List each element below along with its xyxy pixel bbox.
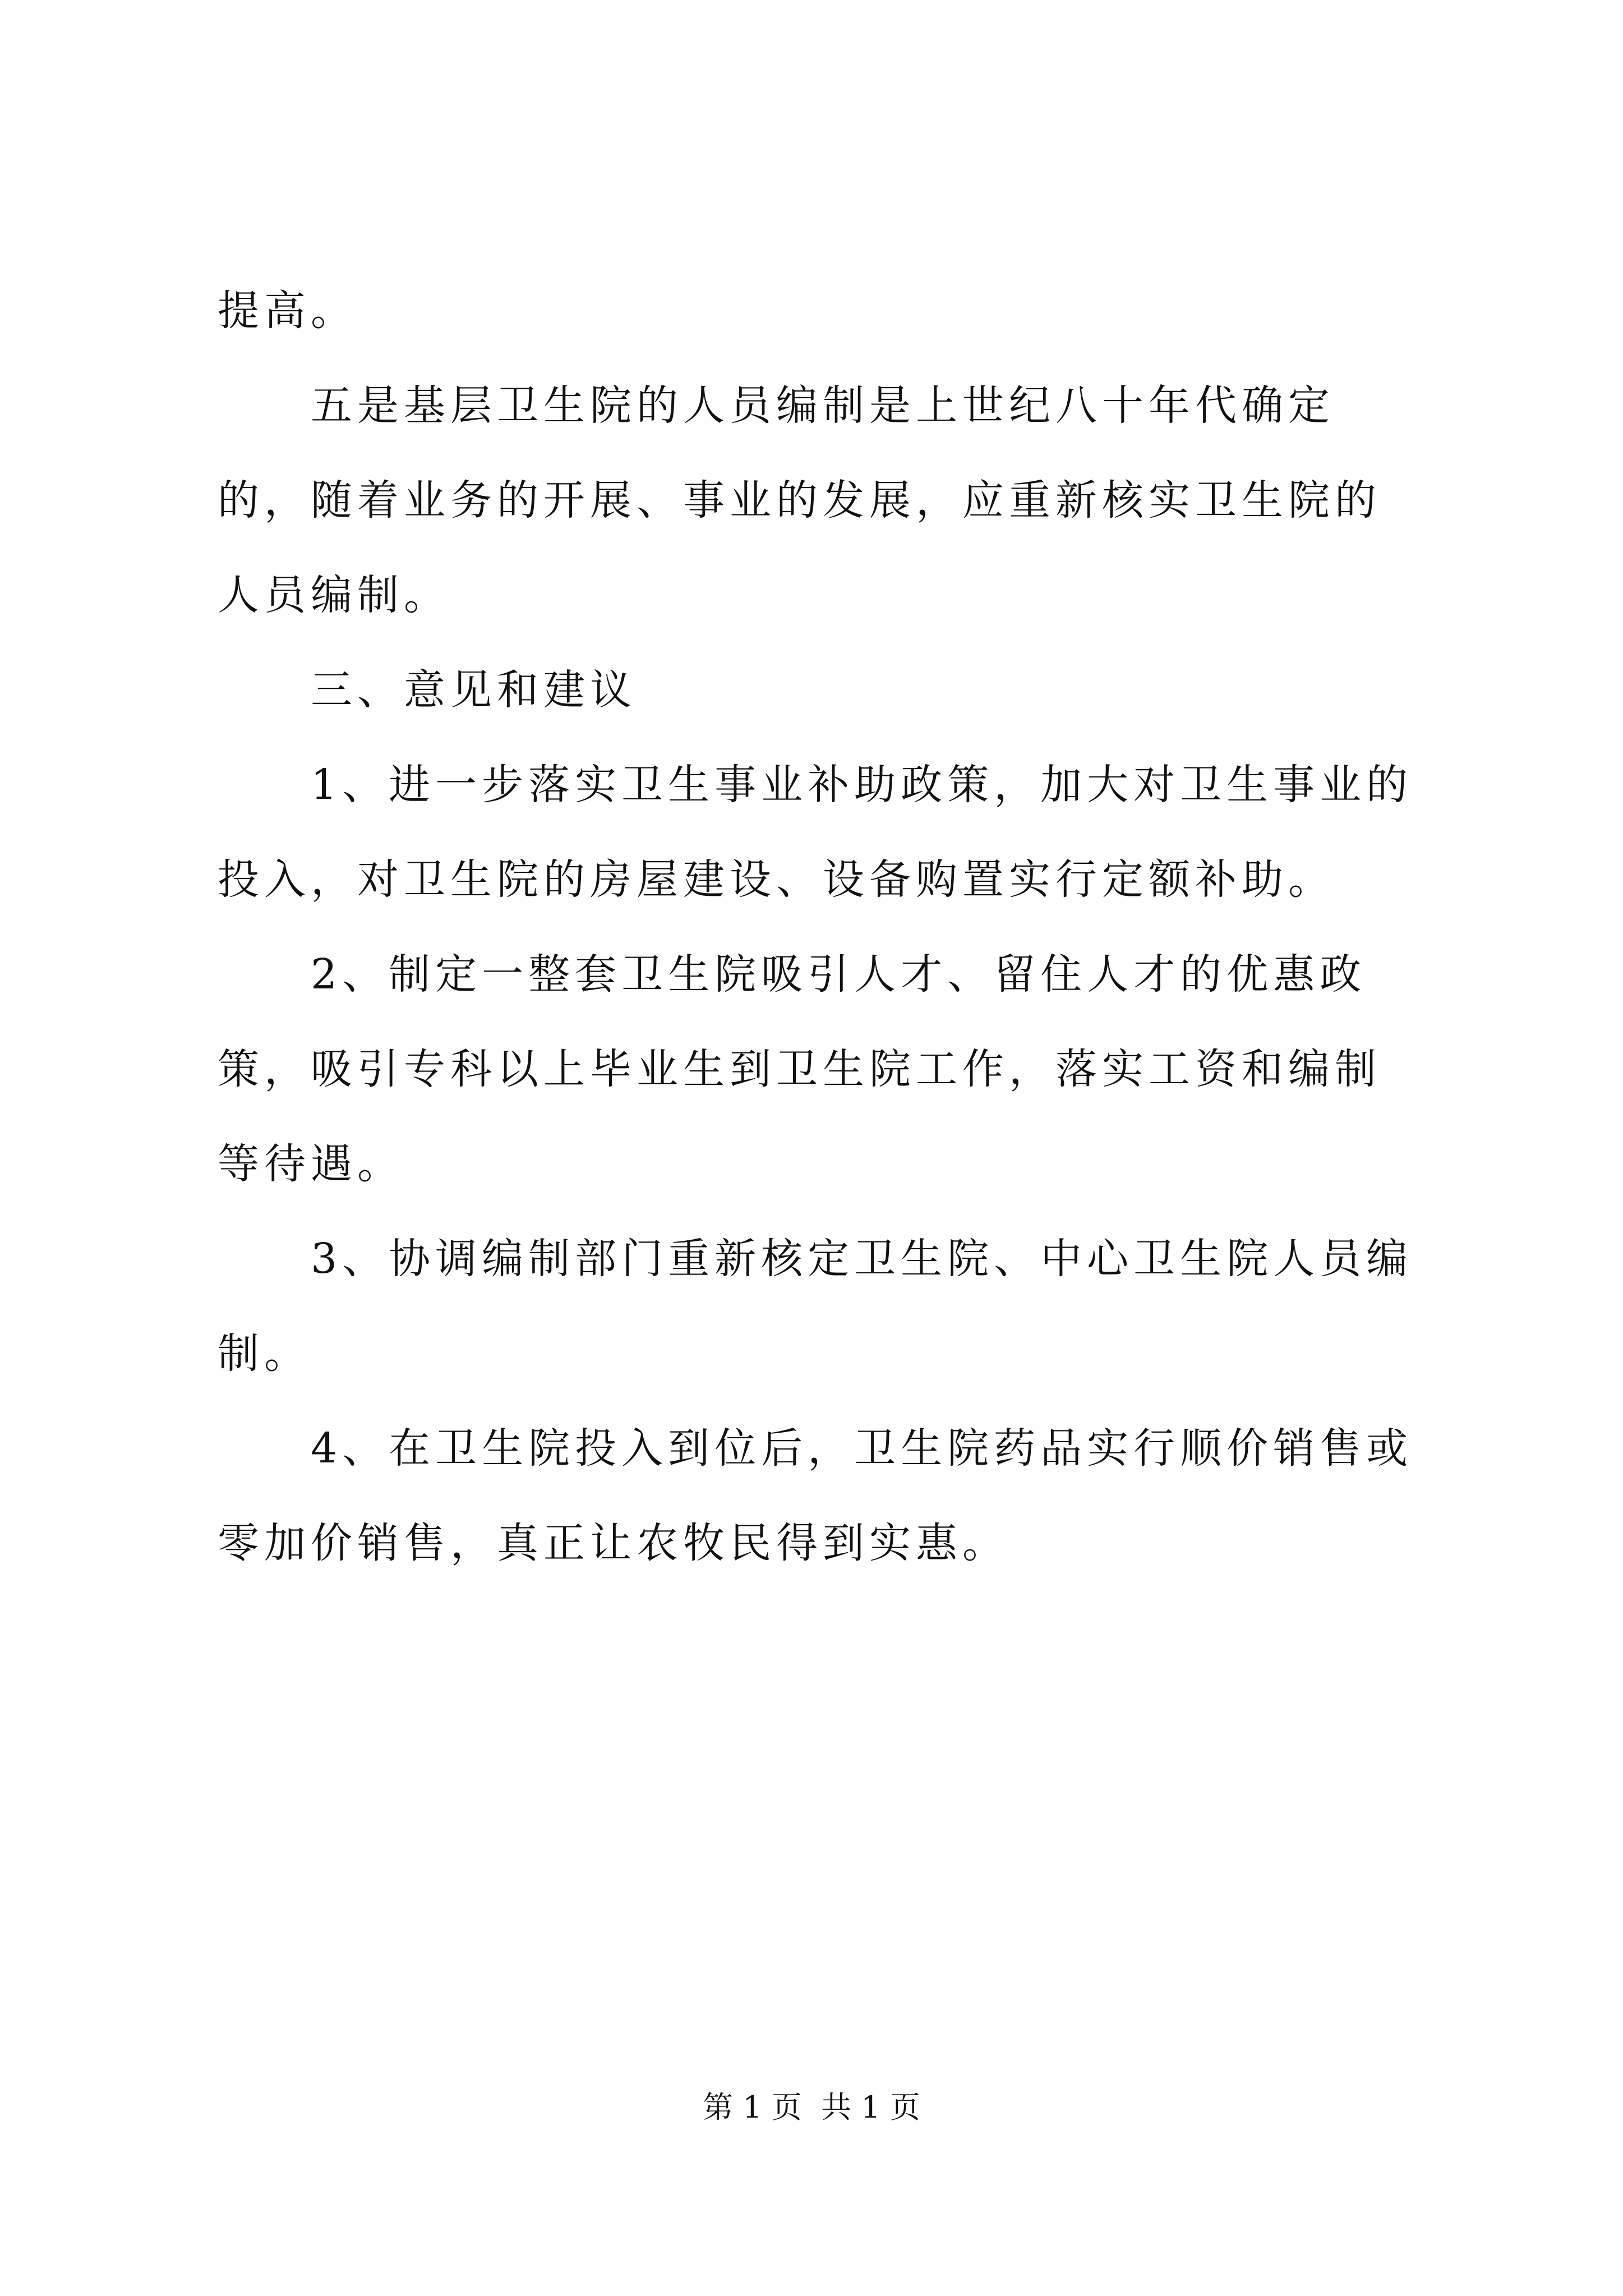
- page-footer: [0, 2088, 1623, 2127]
- section-heading-suggestions: 三、意见和建议: [311, 666, 637, 714]
- suggestion-item-2: 2、制定一整套卫生院吸引人才、留住人才的优惠政策，吸引专科以上毕业生到卫生院工作，落实工资和编制等待遇。: [218, 950, 1381, 1188]
- page-total: 共 1 页: [821, 2090, 920, 2125]
- document-body: [218, 264, 1423, 1591]
- suggestion-item-3: 3、协调编制部门重新核定卫生院、中心卫生院人员编制。: [218, 1235, 1413, 1378]
- page-number: 第 1 页: [703, 2090, 802, 2125]
- suggestion-item-4: 4、在卫生院投入到位后，卫生院药品实行顺价销售或零加价销售，真正让农牧民得到实惠。: [218, 1424, 1413, 1567]
- paragraph-staffing: 五是基层卫生院的人员编制是上世纪八十年代确定的，随着业务的开展、事业的发展，应重新核实卫生院的人员编制。: [218, 381, 1381, 619]
- suggestion-item-1: 1、进一步落实卫生事业补助政策，加大对卫生事业的投入，对卫生院的房屋建设、设备购置实行定额补助。: [218, 761, 1413, 904]
- paragraph-continuation: 提高。: [218, 287, 357, 335]
